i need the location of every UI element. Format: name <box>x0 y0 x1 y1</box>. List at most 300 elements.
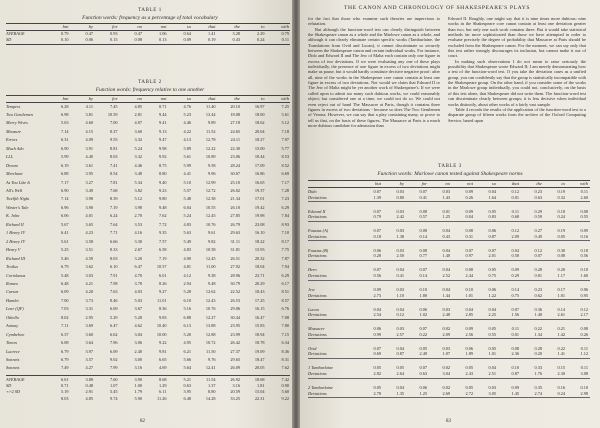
row-label: Deviations <box>308 253 327 259</box>
table-cell: 16.15 <box>254 306 265 312</box>
table-cell: 5.28 <box>183 289 191 295</box>
table-cell: 0.07 <box>373 228 381 234</box>
table-cell: 7.96 <box>109 340 118 346</box>
table2-row <box>6 323 290 329</box>
table-cell: 0.87 <box>396 351 404 357</box>
row-cells <box>44 146 289 152</box>
table-cell: 3.58 <box>85 238 93 244</box>
table-cell: 1.07 <box>109 383 118 389</box>
table-cell: 6.41 <box>60 230 69 236</box>
table-cell: 0.05 <box>557 233 565 239</box>
table-cell: 11.54 <box>205 376 216 382</box>
table3-subtitle: Function words: Marlowe canon tested against Shakespeare norms <box>377 171 523 177</box>
table-cell: 7.94 <box>281 264 289 270</box>
row-cells <box>358 293 588 299</box>
row-label: Deviations <box>308 390 327 396</box>
table-cell: 9.74 <box>109 395 118 401</box>
table3-header-rule <box>308 187 590 188</box>
table-cell: 0.79 <box>373 214 381 220</box>
table-cell: 7.00 <box>109 120 118 126</box>
row-label: +/-2 SD <box>6 389 20 395</box>
table-cell: 8.53 <box>281 154 289 160</box>
table-cell: 10.40 <box>156 323 167 329</box>
table-cell: 11.01 <box>156 297 167 303</box>
table-cell: 2.60 <box>580 194 588 200</box>
row-label: Much Ado <box>6 145 24 151</box>
table-cell: 3.78 <box>134 280 142 286</box>
table-cell: 0.22 <box>534 326 542 332</box>
table-cell: 0.12 <box>534 247 542 253</box>
table-cell: 17.01 <box>254 196 265 202</box>
table-cell: 6.08 <box>60 340 69 346</box>
table-cell: 0.03 <box>396 208 404 214</box>
table-cell: 9.58 <box>207 162 216 168</box>
table-cell: 7.19 <box>158 255 167 261</box>
table3-row-separator <box>308 280 590 281</box>
table-cell: 8.17 <box>281 238 289 244</box>
table-cell: 4.90 <box>183 255 191 261</box>
table-cell: 24.11 <box>230 137 240 143</box>
table-cell: 0.48 <box>85 383 93 389</box>
table-cell: 31.81 <box>230 247 240 253</box>
table-cell: 0.11 <box>511 208 519 214</box>
row-cells <box>44 281 289 287</box>
table3-deviation-row <box>308 234 592 240</box>
table-cell: 2.48 <box>442 312 450 318</box>
table-cell: 3.73 <box>85 297 93 303</box>
table-cell: 10.76 <box>205 221 216 227</box>
column-header: no <box>137 96 142 101</box>
row-cells <box>44 377 289 383</box>
table-cell: 9.13 <box>158 128 167 134</box>
table-cell: 3.06 <box>134 340 142 346</box>
table-cell: 4.83 <box>183 247 191 253</box>
table-cell: 2.91 <box>85 389 93 395</box>
table-cell: 2.36 <box>511 351 519 357</box>
row-label: Lear (QF) <box>6 306 24 312</box>
table-cell: 2.49 <box>419 351 427 357</box>
row-label: Deviations <box>308 233 327 239</box>
table-cell: 7.15 <box>281 331 289 337</box>
row-cells <box>44 239 289 245</box>
table-cell: 1.34 <box>534 331 542 337</box>
table-cell: 7.62 <box>281 365 289 371</box>
table-cell: 6.88 <box>183 314 191 320</box>
table-cell: 7.99 <box>109 365 118 371</box>
table-cell: 28.96 <box>230 272 240 278</box>
table-cell: 6.17 <box>281 280 289 286</box>
table-cell: 6.21 <box>183 348 191 354</box>
table-cell: 2.09 <box>442 331 450 337</box>
text-column-2 <box>448 16 586 123</box>
table-cell: 12.38 <box>205 196 216 202</box>
table-cell: 5.12 <box>281 120 289 126</box>
table-cell: 20.04 <box>254 128 265 134</box>
col2-para-2: In making such observations I do not mean to raise seriously the possibility that Shakespeare wrote Edward II; I am merely demonstrating how a test of the function-word test. If you take the deviation cases as a unified group, you can confidently say that the group is statistically incompatible with the Shakespeare group. On the other hand, if you consider some of the works in the Marlowe group individually, you could not, conclusively, on the basis of this test alone, that Shakespeare did not write them. The function-word test can discriminate clearly between groups; it is less decisive when individual works distinctly, about other works of a fairly vast sample. <box>448 58 586 107</box>
table-cell: 1.40 <box>534 312 542 318</box>
table2-row <box>6 315 290 321</box>
table-cell: 7.19 <box>109 204 118 210</box>
table-cell: 4.22 <box>183 128 191 134</box>
table-cell: 0.08 <box>419 247 427 253</box>
row-label: Faustus (B) <box>308 247 329 253</box>
table-cell: 1.01 <box>488 351 496 357</box>
row-label: Deviations <box>308 331 327 337</box>
table-cell: 23.08 <box>254 221 265 227</box>
table-cell: 2.29 <box>256 31 265 36</box>
table-cell: 26.51 <box>230 255 240 261</box>
table-cell: 9.81 <box>158 348 167 354</box>
table-cell: 0.31 <box>465 233 473 239</box>
table2-row <box>6 154 290 160</box>
row-label: Antony <box>6 323 19 329</box>
table-cell: 1.60 <box>580 273 588 278</box>
row-cells <box>358 273 588 279</box>
column-header: for <box>112 24 118 29</box>
table-cell: 10.58 <box>205 247 216 253</box>
table-cell: 0.08 <box>511 345 519 351</box>
table-cell: 11.26 <box>156 395 167 401</box>
table-cell: 27.18 <box>230 120 240 126</box>
table2-row <box>6 104 290 110</box>
table3-row-separator <box>308 358 590 359</box>
table-cell: 6.48 <box>183 395 191 401</box>
table-cell: 3.20 <box>134 255 142 261</box>
table-cell: 0.63 <box>419 371 427 376</box>
row-cells <box>358 332 588 338</box>
row-label: 1 Tamburlaine <box>308 365 334 371</box>
table-cell: 29.63 <box>230 230 240 236</box>
table-cell: 0.41 <box>419 194 427 200</box>
table-cell: 4.46 <box>183 120 191 126</box>
table-cell: 1.79 <box>134 389 142 395</box>
table2-row <box>6 222 290 228</box>
table-cell: 1.02 <box>419 312 427 318</box>
table-cell: 6.69 <box>109 306 118 312</box>
table-cell: 0.32 <box>557 194 565 200</box>
table-cell: 2.72 <box>465 390 473 396</box>
table-cell: 7.08 <box>281 314 289 320</box>
row-label: Deviations <box>308 273 327 278</box>
table-cell: 0.07 <box>419 365 427 371</box>
table-cell: 6.29 <box>281 204 289 210</box>
header-cells <box>44 96 289 101</box>
table-cell: 7.57 <box>158 238 167 244</box>
table-cell: 1.10 <box>396 292 404 298</box>
table-cell: 7.14 <box>60 196 69 202</box>
row-label: Caesar <box>6 289 19 295</box>
table-cell: 24.65 <box>230 128 240 134</box>
table-cell: 1.06 <box>158 31 167 36</box>
table-cell: 15.93 <box>254 247 265 253</box>
table-cell: 0.07 <box>465 247 473 253</box>
table-cell: 2.73 <box>373 292 381 298</box>
table-cell: 3.91 <box>85 145 93 151</box>
table-cell: 1.42 <box>557 331 565 337</box>
column-header: with <box>281 24 289 29</box>
table-cell: 6.34 <box>281 340 289 346</box>
table-cell: 0.05 <box>488 208 496 214</box>
row-cells <box>358 253 588 259</box>
table-cell: 3.16 <box>134 365 142 371</box>
column-header: so <box>491 181 496 186</box>
row-label: Lucrece <box>6 348 20 354</box>
row-cells <box>44 213 289 219</box>
table-cell: 4.20 <box>85 289 93 295</box>
table-cell: 6.58 <box>158 247 167 253</box>
table-cell: 9.38 <box>207 272 216 278</box>
row-label: Dido <box>308 189 317 194</box>
table-cell: 20.32 <box>254 255 265 261</box>
table-cell: 27.92 <box>230 264 240 270</box>
table-cell: 3.32 <box>134 154 142 160</box>
table-cell: 0.15 <box>557 365 565 371</box>
table-cell: 1.37 <box>207 383 216 389</box>
table-cell: 4.81 <box>183 264 191 270</box>
table-cell: 4.76 <box>183 103 191 109</box>
table-cell: 0.29 <box>534 208 542 214</box>
table-cell: 21.34 <box>230 196 240 202</box>
table-cell: 9.48 <box>158 204 167 210</box>
table-cell: 4.41 <box>183 171 191 177</box>
table-cell: 19.09 <box>254 348 265 354</box>
row-label: Timon <box>6 340 17 346</box>
table-cell: 0.18 <box>580 247 588 253</box>
table-cell: 4.27 <box>85 365 93 371</box>
table-cell: 5.48 <box>60 272 69 278</box>
table-cell: 0.20 <box>534 351 542 357</box>
table-cell: 9.82 <box>207 238 216 244</box>
row-label: Deviations <box>308 194 327 200</box>
table2-row <box>6 196 290 202</box>
row-label: Henry V <box>6 247 21 253</box>
table-cell: 4.85 <box>85 395 93 401</box>
table-cell: 0.06 <box>488 228 496 234</box>
table-cell: 9.40 <box>158 179 167 185</box>
row-label: Errors <box>6 137 18 143</box>
table-cell: 7.10 <box>281 230 289 236</box>
column-header: the <box>234 96 240 101</box>
table3-row-separator <box>308 397 590 398</box>
table-cell: 9.27 <box>158 289 167 295</box>
table-cell: 0.21 <box>557 326 565 332</box>
table-cell: 0.09 <box>465 326 473 332</box>
table-cell: 0.07 <box>488 247 496 253</box>
table-cell: 0.28 <box>534 267 542 273</box>
table-cell: 10.76 <box>205 306 216 312</box>
table-cell: 6.29 <box>281 272 289 278</box>
table-cell: 0.04 <box>373 306 381 312</box>
table-cell: 0.05 <box>465 385 473 390</box>
column-header: the <box>536 181 542 186</box>
table-cell: 8.31 <box>281 357 289 362</box>
table-cell: 3.81 <box>85 111 93 117</box>
table-cell: 0.19 <box>557 228 565 234</box>
table-cell: 0.06 <box>419 306 427 312</box>
table-cell: 0.43 <box>232 37 240 42</box>
table-cell: 4.69 <box>158 365 167 371</box>
table2-row <box>6 163 290 169</box>
table-cell: 3.61 <box>85 162 93 168</box>
table-cell: 0.68 <box>511 214 519 220</box>
table-cell: 19.37 <box>254 188 265 193</box>
table-cell: 12.22 <box>205 145 216 151</box>
table-cell: 0.99 <box>373 331 381 337</box>
table-cell: 16.86 <box>254 171 265 177</box>
table-cell: 12.41 <box>205 365 216 371</box>
table-cell: 0.05 <box>396 365 404 371</box>
table-cell: 4.70 <box>134 272 142 278</box>
table-cell: 2.42 <box>396 214 404 220</box>
table-cell: 5.61 <box>183 154 191 160</box>
table-cell: 6.11 <box>159 389 167 395</box>
table-cell: 7.14 <box>60 128 69 134</box>
table-cell: 2.61 <box>557 312 565 318</box>
column-header: that <box>511 181 519 186</box>
row-label: All's Well <box>6 188 23 193</box>
row-cells <box>358 214 588 220</box>
table-cell: 0.14 <box>511 287 519 292</box>
table3-deviation-row <box>308 351 592 357</box>
table1-bottom-rule <box>6 44 290 45</box>
table-cell: 15.00 <box>254 145 265 151</box>
table-cell: 0.24 <box>557 390 565 396</box>
table-cell: 1.44 <box>442 292 450 298</box>
table-cell: 6.88 <box>60 171 69 177</box>
table-cell: 7.80 <box>281 323 289 329</box>
table-cell: 0.09 <box>511 385 519 390</box>
row-label: Tempest <box>6 103 20 109</box>
table-cell: 6.66 <box>109 238 118 244</box>
table-cell: 9.41 <box>158 120 167 126</box>
row-label: 1 Henry IV <box>6 230 26 236</box>
table-cell: 1.01 <box>557 292 565 298</box>
table-cell: 0.64 <box>183 31 191 36</box>
column-header: to <box>260 96 265 101</box>
table3-deviation-row <box>308 273 592 279</box>
table-cell: 8.33 <box>109 247 118 253</box>
table-cell: 0.19 <box>207 37 216 42</box>
table-cell: 23.99 <box>230 331 240 337</box>
table-cell: 2.09 <box>511 233 519 239</box>
table-cell: 0.08 <box>580 326 588 332</box>
table3-deviation-row <box>308 293 592 299</box>
table-cell: 2.25 <box>488 312 496 318</box>
table-cell: 0.01 <box>511 194 519 200</box>
table-cell: 0.29 <box>511 273 519 278</box>
table-cell: 0.10 <box>511 365 519 371</box>
table-cell: 8.75 <box>158 162 167 168</box>
row-label: LLL <box>6 154 14 160</box>
table-cell: 9.44 <box>158 111 167 117</box>
row-label: Sonnets <box>6 357 20 362</box>
table-cell: 0.36 <box>534 306 542 312</box>
table-cell: 7.91 <box>109 272 118 278</box>
table-cell: 0.04 <box>511 247 519 253</box>
table-cell: 18.04 <box>254 264 265 270</box>
table-cell: 11.52 <box>205 128 216 134</box>
table-cell: 0.12 <box>396 312 404 318</box>
table-cell: 10.72 <box>205 340 216 346</box>
table-cell: 0.06 <box>373 247 381 253</box>
table-cell: 0.07 <box>419 326 427 332</box>
table-cell: 20.05 <box>254 365 265 371</box>
table-cell: 5.61 <box>60 238 69 244</box>
table-cell: 0.09 <box>580 228 588 234</box>
table-cell: 14.28 <box>205 395 216 401</box>
table-cell: 1.07 <box>442 351 450 357</box>
table-cell: 0.30 <box>557 247 565 253</box>
table-cell: 0.04 <box>442 287 450 292</box>
table-cell: 3.30 <box>134 238 142 244</box>
table-cell: 0.05 <box>419 345 427 351</box>
table-cell: 8.68 <box>158 376 167 382</box>
table3-deviation-row <box>308 214 592 220</box>
table-cell: 0.87 <box>511 371 519 376</box>
table-cell: 9.23 <box>158 188 167 193</box>
table-cell: 0.08 <box>134 37 142 42</box>
table-cell: 2.57 <box>396 331 404 337</box>
table-cell: 0.93 <box>109 31 118 36</box>
table-cell: 4.40 <box>85 154 93 160</box>
table-cell: 7.98 <box>109 280 118 286</box>
row-label: SD <box>6 383 12 389</box>
table-cell: 0.04 <box>442 267 450 273</box>
table-cell: 5.89 <box>183 145 191 151</box>
table-cell: 8.54 <box>109 171 118 177</box>
table2-summary-row <box>6 377 290 383</box>
table-cell: 1.12 <box>580 351 588 357</box>
table-cell: 7.23 <box>281 196 289 202</box>
table-cell: 3.64 <box>85 340 93 346</box>
row-cells <box>44 306 289 312</box>
column-header: that <box>208 96 216 101</box>
table-cell: 29.65 <box>230 357 240 362</box>
table-cell: 30.44 <box>230 314 240 320</box>
table-cell: 10.55 <box>205 204 216 210</box>
table-cell: 0.18 <box>557 208 565 214</box>
table-cell: 12.27 <box>205 314 216 320</box>
table-cell: 5.03 <box>134 297 142 303</box>
table-cell: 4.59 <box>85 255 93 261</box>
table-cell: 18.08 <box>230 111 240 117</box>
table-cell: 6.65 <box>158 357 167 362</box>
table-cell: 0.04 <box>465 306 473 312</box>
table-cell: 2.70 <box>134 213 142 219</box>
table-cell: 0.80 <box>396 194 404 200</box>
row-label: Dream <box>6 162 18 168</box>
table-cell: 8.80 <box>207 389 216 395</box>
table-cell: 5.77 <box>281 145 289 151</box>
table-cell: 0.08 <box>465 267 473 273</box>
table-cell: 12.43 <box>205 297 216 303</box>
table2-row <box>6 247 290 253</box>
table-cell: 6.06 <box>60 213 69 219</box>
table-cell: 0.06 <box>373 326 381 332</box>
table-cell: 33.25 <box>230 395 240 401</box>
table2-row <box>6 137 290 143</box>
table-cell: 0.97 <box>465 253 473 259</box>
table-cell: 7.49 <box>60 365 69 371</box>
table-cell: 5.64 <box>183 365 191 371</box>
row-cells <box>44 222 289 228</box>
table-cell: 0.14 <box>419 273 427 278</box>
table-cell: 0.07 <box>511 306 519 312</box>
table-cell: 2.40 <box>134 348 142 354</box>
table-cell: 0.77 <box>419 253 427 259</box>
table-cell: 0.04 <box>396 345 404 351</box>
table2-row <box>6 273 290 279</box>
